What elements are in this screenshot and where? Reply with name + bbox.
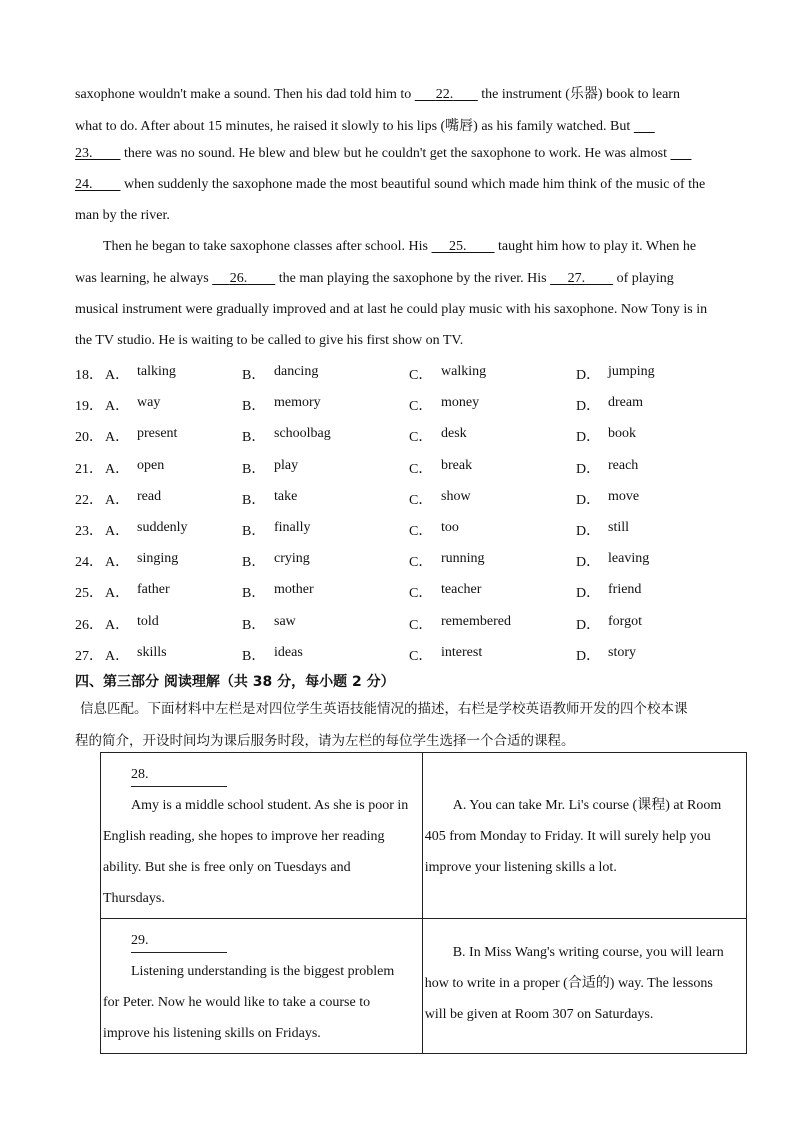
option-b[interactable]: saw [274, 613, 296, 629]
question-row [75, 614, 755, 634]
question-number: 26． [75, 617, 103, 633]
option-d[interactable]: leaving [608, 551, 650, 567]
option-label: B． [242, 524, 266, 539]
option-label: B． [242, 461, 266, 477]
blank-24: 24. [75, 177, 93, 192]
option-c[interactable]: interest [441, 644, 483, 660]
option-label: C． [409, 586, 433, 602]
option-b[interactable]: memory [274, 395, 321, 411]
option-c[interactable]: too [441, 520, 459, 535]
question-row [75, 582, 755, 602]
option-d[interactable]: book [608, 426, 636, 442]
question-number: 25． [75, 586, 103, 602]
option-d[interactable]: jumping [608, 364, 655, 379]
option-label: D． [576, 617, 601, 633]
passage-line-5: man by the river. [75, 208, 170, 223]
option-a[interactable]: told [137, 613, 159, 629]
passage-line-2: what to do. After about 15 minutes, he raised it slowly to his lips (嘴唇) as his family watched. But [75, 119, 631, 134]
option-label: A． [105, 555, 130, 571]
question-number: 24． [75, 555, 103, 571]
blank-27: 27. [567, 271, 586, 286]
option-a[interactable]: talking [137, 364, 176, 379]
question-row [75, 645, 755, 665]
option-c[interactable]: running [441, 551, 485, 567]
option-c[interactable]: break [441, 457, 473, 473]
option-label: B． [242, 492, 266, 508]
passage-line-9: the TV studio. He is waiting to be called to give his first show on TV. [75, 333, 464, 348]
question-number: 19． [75, 399, 103, 415]
option-label: B． [242, 648, 266, 664]
option-d[interactable]: still [608, 520, 630, 535]
question-number: 20． [75, 430, 103, 446]
option-label: A． [105, 399, 130, 415]
option-d[interactable]: reach [608, 457, 639, 473]
table-row [101, 753, 747, 919]
option-d[interactable]: friend [608, 582, 642, 598]
option-label: C． [409, 461, 433, 477]
question-row [75, 520, 755, 540]
option-label: C． [409, 430, 433, 446]
option-a[interactable]: read [137, 488, 162, 504]
option-label: B． [242, 430, 266, 446]
option-label: B． [242, 555, 266, 571]
passage-line-4: 24. when suddenly the saxophone made the most beautiful sound which made him think of the music of the [75, 177, 706, 192]
passage-line-6: Then he began to take saxophone classes after school. His 25. taught him how to play it. When he [103, 239, 697, 254]
option-label: D． [576, 492, 601, 508]
option-c[interactable]: teacher [441, 582, 482, 598]
blank-22: 22. [435, 87, 454, 102]
option-a[interactable]: open [137, 457, 165, 473]
option-label: A． [105, 492, 130, 508]
option-a[interactable]: present [137, 426, 178, 442]
option-a[interactable]: suddenly [137, 520, 188, 535]
question-row [75, 395, 755, 415]
option-label: C． [409, 617, 433, 633]
question-number: 27． [75, 648, 103, 664]
option-label: A． [105, 461, 130, 477]
option-d[interactable]: dream [608, 395, 643, 411]
table-row [101, 919, 747, 1054]
question-row [75, 551, 755, 571]
course-cell-b: B. In Miss Wang's writing course, you will learn how to write in a proper (合适的) way. The lessons will be given at Room 307 on Saturdays. [422, 919, 746, 1054]
option-label: A． [105, 430, 130, 446]
option-label: C． [409, 648, 433, 664]
option-b[interactable]: crying [274, 551, 310, 567]
passage-line-1: saxophone wouldn't make a sound. Then his dad told him to 22. the instrument (乐器) book to learn [75, 87, 680, 102]
option-label: D． [576, 430, 601, 446]
option-b[interactable]: take [274, 488, 298, 504]
student-cell-29: 29. Listening understanding is the biggest problem for Peter. Now he would like to take a course to improve his listening skills on Fridays. [101, 919, 423, 1054]
option-a[interactable]: way [137, 395, 161, 411]
option-label: C． [409, 524, 433, 539]
option-c[interactable]: desk [441, 426, 467, 442]
option-d[interactable]: story [608, 644, 636, 660]
option-label: C． [409, 399, 433, 415]
option-label: C． [409, 555, 433, 571]
matching-table [100, 752, 747, 1054]
question-number: 23． [75, 524, 103, 539]
instruction-line-1: 信息匹配。下面材料中左栏是对四位学生英语技能情况的描述，右栏是学校英语教师开发的四个校本课 [80, 701, 688, 717]
question-row [75, 364, 755, 384]
student-cell-28: 28. Amy is a middle school student. As she is poor in English reading, she hopes to improve her reading ability. But she is free only on Tuesdays and Thursdays. [101, 753, 423, 919]
option-d[interactable]: move [608, 488, 640, 504]
passage-line-8: musical instrument were gradually improved and at last he could play music with his saxophone. Now Tony is in [75, 302, 708, 317]
option-label: A． [105, 524, 130, 539]
course-cell-a: A. You can take Mr. Li's course (课程) at Room 405 from Monday to Friday. It will surely help you improve your listening skills a lot. [422, 753, 746, 919]
option-label: A． [105, 648, 130, 664]
option-label: D． [576, 555, 601, 571]
option-label: A． [105, 586, 130, 602]
option-c[interactable]: remembered [441, 613, 511, 629]
question-row [75, 426, 755, 446]
instruction-line-2: 程的简介，开设时间均为课后服务时段，请为左栏的每位学生选择一个合适的课程。 [75, 733, 575, 749]
option-c[interactable]: walking [441, 364, 487, 379]
option-label: D． [576, 648, 601, 664]
option-label: B． [242, 586, 266, 602]
option-d[interactable]: forgot [608, 613, 642, 629]
answer-blank-29[interactable]: 29. [131, 930, 227, 953]
option-label: B． [242, 617, 266, 633]
blank-23: 23. [75, 146, 93, 161]
option-label: D． [576, 461, 601, 477]
question-number: 18． [75, 368, 103, 383]
option-a[interactable]: singing [137, 551, 179, 567]
option-b[interactable]: dancing [274, 364, 319, 379]
option-b[interactable]: finally [274, 520, 311, 535]
question-number: 22． [75, 492, 103, 508]
question-row [75, 489, 755, 509]
passage-line-7: was learning, he always 26. the man playing the saxophone by the river. His 27. of playing [75, 271, 674, 286]
passage-line-3: 23. there was no sound. He blew and blew but he couldn't get the saxophone to work. He was almost [75, 146, 667, 161]
question-number: 21． [75, 461, 103, 477]
option-label: D． [576, 586, 601, 602]
question-row [75, 458, 755, 478]
option-a[interactable]: father [137, 582, 170, 598]
option-c[interactable]: show [441, 488, 471, 504]
option-c[interactable]: money [441, 395, 480, 411]
option-label: B． [242, 368, 266, 383]
option-b[interactable]: play [274, 457, 299, 473]
option-label: D． [576, 399, 601, 415]
option-a[interactable]: skills [137, 644, 167, 660]
section-heading: 四、第三部分 阅读理解（共 38 分，每小题 2 分） [75, 674, 395, 690]
option-b[interactable]: mother [274, 582, 314, 598]
option-b[interactable]: schoolbag [274, 426, 331, 442]
option-label: D． [576, 368, 601, 383]
option-label: B． [242, 399, 266, 415]
option-label: C． [409, 368, 433, 383]
option-label: C． [409, 492, 433, 508]
option-label: D． [576, 524, 601, 539]
option-label: A． [105, 368, 130, 383]
blank-26: 26. [229, 271, 248, 286]
option-b[interactable]: ideas [274, 644, 303, 660]
blank-25: 25. [449, 239, 467, 254]
option-label: A． [105, 617, 130, 633]
answer-blank-28[interactable]: 28. [131, 764, 227, 787]
